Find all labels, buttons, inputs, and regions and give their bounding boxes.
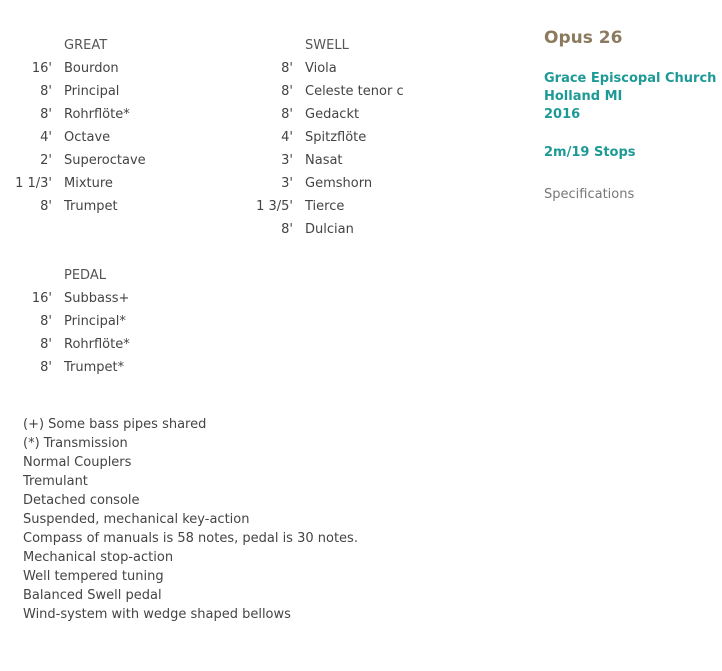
stop-pitch: 2' xyxy=(40,153,52,168)
great-title: GREAT xyxy=(64,38,108,53)
stop-row xyxy=(0,129,146,152)
note-line: (*) Transmission xyxy=(23,436,128,451)
stop-pitch: 3' xyxy=(281,176,293,191)
stop-pitch: 8' xyxy=(40,107,52,122)
specifications-link[interactable]: Specifications xyxy=(544,187,635,202)
pedal-division xyxy=(0,267,130,382)
church-info xyxy=(544,70,722,124)
stop-row xyxy=(0,152,146,175)
note-line: Detached console xyxy=(23,493,140,508)
stop-row xyxy=(0,198,146,221)
note-line: Normal Couplers xyxy=(23,455,132,470)
note-line: Suspended, mechanical key-action xyxy=(23,512,250,527)
stop-pitch: 8' xyxy=(281,222,293,237)
stop-row xyxy=(0,313,130,336)
opus-title: Opus 26 xyxy=(544,28,623,48)
church-location: Holland MI xyxy=(544,89,623,104)
stop-name: Principal xyxy=(64,84,120,99)
stop-name: Celeste tenor c xyxy=(305,84,404,99)
stop-pitch: 8' xyxy=(40,314,52,329)
stop-name: Principal* xyxy=(64,314,126,329)
stop-pitch: 1 1/3' xyxy=(15,176,52,191)
church-year: 2016 xyxy=(544,107,581,122)
stop-pitch: 8' xyxy=(40,199,52,214)
stop-row xyxy=(241,221,404,244)
stop-name: Trumpet* xyxy=(64,360,125,375)
stop-row xyxy=(0,83,146,106)
stop-name: Subbass+ xyxy=(64,291,130,306)
stop-name: Gemshorn xyxy=(305,176,373,191)
stop-name: Viola xyxy=(305,61,337,76)
stop-row xyxy=(0,359,130,382)
stop-row xyxy=(0,175,146,198)
stop-pitch: 16' xyxy=(31,61,52,76)
swell-title: SWELL xyxy=(305,38,349,53)
stop-row xyxy=(241,152,404,175)
stop-pitch: 1 3/5' xyxy=(256,199,293,214)
stop-pitch: 8' xyxy=(281,107,293,122)
stop-row xyxy=(0,336,130,359)
note-line: (+) Some bass pipes shared xyxy=(23,417,207,432)
stop-pitch: 8' xyxy=(40,360,52,375)
stop-pitch: 16' xyxy=(31,291,52,306)
note-line: Balanced Swell pedal xyxy=(23,588,162,603)
stop-row xyxy=(241,106,404,129)
great-division xyxy=(0,37,146,221)
stop-row xyxy=(241,60,404,83)
stop-name: Trumpet xyxy=(64,199,118,214)
stop-pitch: 8' xyxy=(281,61,293,76)
stop-row xyxy=(241,198,404,221)
stop-pitch: 3' xyxy=(281,153,293,168)
stop-row xyxy=(0,290,130,313)
stop-name: Tierce xyxy=(305,199,345,214)
stop-pitch: 8' xyxy=(40,84,52,99)
spec-notes xyxy=(23,415,358,624)
stop-name: Gedackt xyxy=(305,107,360,122)
stop-row xyxy=(241,175,404,198)
stop-row xyxy=(241,83,404,106)
church-name: Grace Episcopal Church xyxy=(544,71,717,86)
stop-name: Nasat xyxy=(305,153,343,168)
stops-count: 2m/19 Stops xyxy=(544,145,636,160)
stop-name: Dulcian xyxy=(305,222,354,237)
stop-name: Rohrflöte* xyxy=(64,337,130,352)
stop-pitch: 4' xyxy=(40,130,52,145)
note-line: Tremulant xyxy=(23,474,88,489)
stop-row xyxy=(0,60,146,83)
stop-pitch: 8' xyxy=(281,84,293,99)
note-line: Compass of manuals is 58 notes, pedal is 30 notes. xyxy=(23,531,358,546)
opus-sidebar xyxy=(544,26,722,204)
stop-name: Octave xyxy=(64,130,111,145)
stop-row xyxy=(0,106,146,129)
stop-name: Mixture xyxy=(64,176,113,191)
stop-name: Bourdon xyxy=(64,61,119,76)
stop-row xyxy=(241,129,404,152)
pedal-title: PEDAL xyxy=(64,268,106,283)
stop-name: Spitzflöte xyxy=(305,130,367,145)
stop-pitch: 4' xyxy=(281,130,293,145)
swell-division xyxy=(241,37,404,244)
note-line: Mechanical stop-action xyxy=(23,550,174,565)
stop-pitch: 8' xyxy=(40,337,52,352)
note-line: Wind-system with wedge shaped bellows xyxy=(23,607,291,622)
stop-name: Superoctave xyxy=(64,153,146,168)
note-line: Well tempered tuning xyxy=(23,569,164,584)
stop-name: Rohrflöte* xyxy=(64,107,130,122)
